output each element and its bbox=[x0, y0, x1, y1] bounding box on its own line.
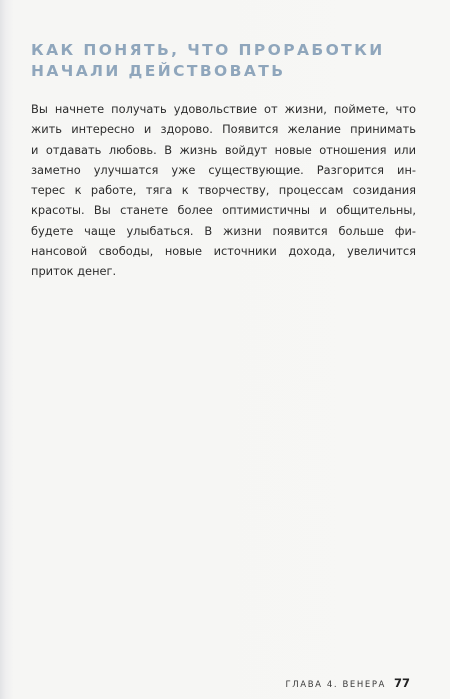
paragraph-line: приток денег. bbox=[31, 264, 117, 279]
section-heading-line: НАЧАЛИ ДЕЙСТВОВАТЬ bbox=[31, 62, 286, 80]
running-head: ГЛАВА 4. ВЕНЕРА bbox=[285, 680, 386, 690]
paragraph-line: заметно улучшатся уже существующие. Разгорится ин- bbox=[31, 162, 416, 177]
paragraph-line: нансовой свободы, новые источники дохода, увеличится bbox=[31, 244, 416, 259]
paragraph-line: красоты. Вы станете более оптимистичны и общительны, bbox=[31, 203, 416, 218]
section-heading-line: КАК ПОНЯТЬ, ЧТО ПРОРАБОТКИ bbox=[31, 41, 385, 59]
page-number: 77 bbox=[393, 676, 410, 690]
paragraph-line: жить интересно и здорово. Появится желание принимать bbox=[31, 122, 416, 137]
paragraph-line: Вы начнете получать удовольствие от жизни, поймете, что bbox=[31, 102, 416, 116]
page-footer bbox=[286, 676, 410, 690]
section-heading bbox=[31, 40, 421, 82]
paragraph-line: будете чаще улыбаться. В жизни появится больше фи- bbox=[31, 223, 416, 238]
paragraph-line: терес к работе, тяга к творчеству, процессам созидания bbox=[31, 183, 416, 198]
body-paragraph bbox=[31, 99, 416, 282]
paragraph-line: и отдавать любовь. В жизнь войдут новые отношения или bbox=[31, 142, 416, 157]
